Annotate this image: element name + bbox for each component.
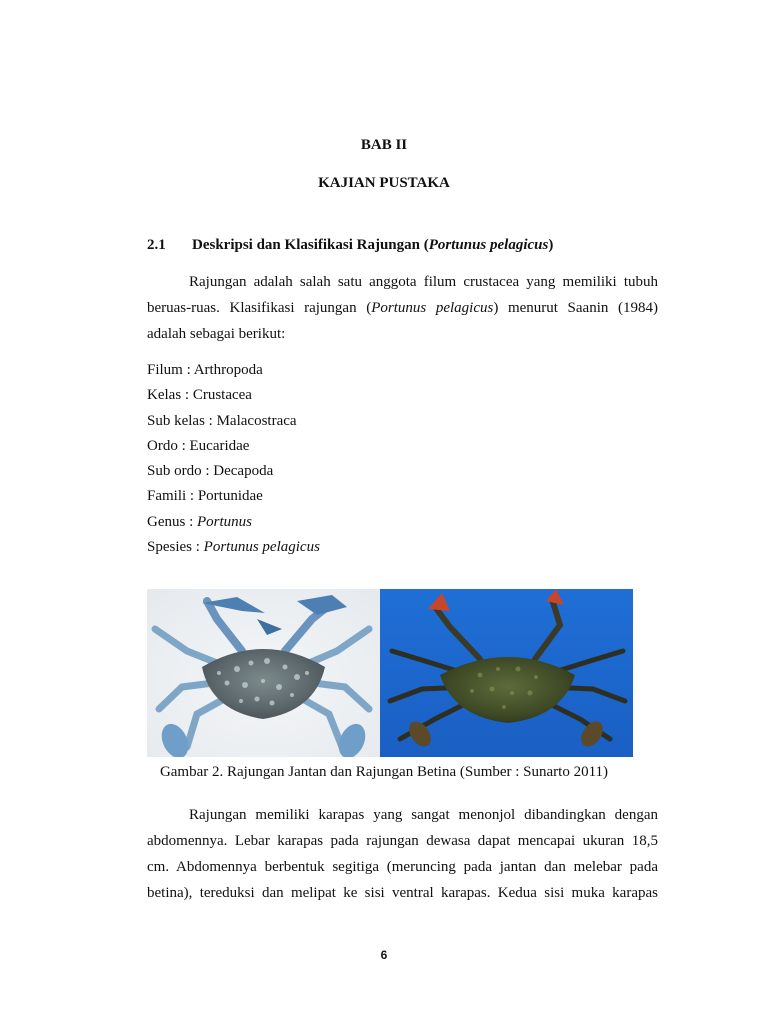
taxonomy-item: Famili : Portunidae xyxy=(147,488,263,505)
section-number: 2.1 xyxy=(147,237,166,253)
taxonomy-item: Spesies : Portunus pelagicus xyxy=(147,539,320,556)
taxonomy-item: Genus : Portunus xyxy=(147,513,253,530)
intro-paragraph xyxy=(147,269,658,347)
taxonomy-item: Filum : Arthropoda xyxy=(147,362,263,378)
body-paragraph xyxy=(147,802,658,906)
chapter-label: BAB II xyxy=(360,137,408,153)
body-line-3: cm. Abdomennya berbentuk segitiga (meruncing pada jantan dan melebar pada xyxy=(147,859,658,875)
intro-line-1: Rajungan adalah salah satu anggota filum crustacea yang memiliki tubuh xyxy=(189,274,658,290)
section-title-prefix: Deskripsi dan Klasifikasi Rajungan ( xyxy=(192,237,429,253)
section-heading xyxy=(147,237,667,254)
female-crab-photo xyxy=(380,589,633,757)
taxonomy-list xyxy=(147,358,320,560)
crab-illustration-male xyxy=(147,589,380,757)
taxonomy-item: Sub ordo : Decapoda xyxy=(147,463,274,480)
chapter-title: KAJIAN PUSTAKA xyxy=(318,175,450,191)
taxonomy-item: Kelas : Crustacea xyxy=(147,387,252,404)
figure-caption: Gambar 2. Rajungan Jantan dan Rajungan Betina (Sumber : Sunarto 2011) xyxy=(159,764,609,780)
taxonomy-item: Ordo : Eucaridae xyxy=(147,437,250,454)
taxonomy-item: Sub kelas : Malacostraca xyxy=(147,412,297,429)
section-title-suffix: ) xyxy=(548,237,554,253)
section-title-italic: Portunus pelagicus xyxy=(428,237,549,253)
intro-line-3: adalah sebagai berikut: xyxy=(147,326,286,342)
intro-line-2: beruas-ruas. Klasifikasi rajungan (Portunus pelagicus) menurut Saanin (1984) xyxy=(147,300,658,316)
body-line-4: betina), tereduksi dan melipat ke sisi ventral karapas. Kedua sisi muka karapas xyxy=(147,885,658,901)
body-line-1: Rajungan memiliki karapas yang sangat menonjol dibandingkan dengan xyxy=(189,807,658,823)
page-number: 6 xyxy=(380,948,388,962)
crab-illustration-female xyxy=(380,589,633,757)
body-line-2: abdomennya. Lebar karapas pada rajungan dewasa dapat mencapai ukuran 18,5 xyxy=(147,833,658,849)
male-crab-photo xyxy=(147,589,380,757)
